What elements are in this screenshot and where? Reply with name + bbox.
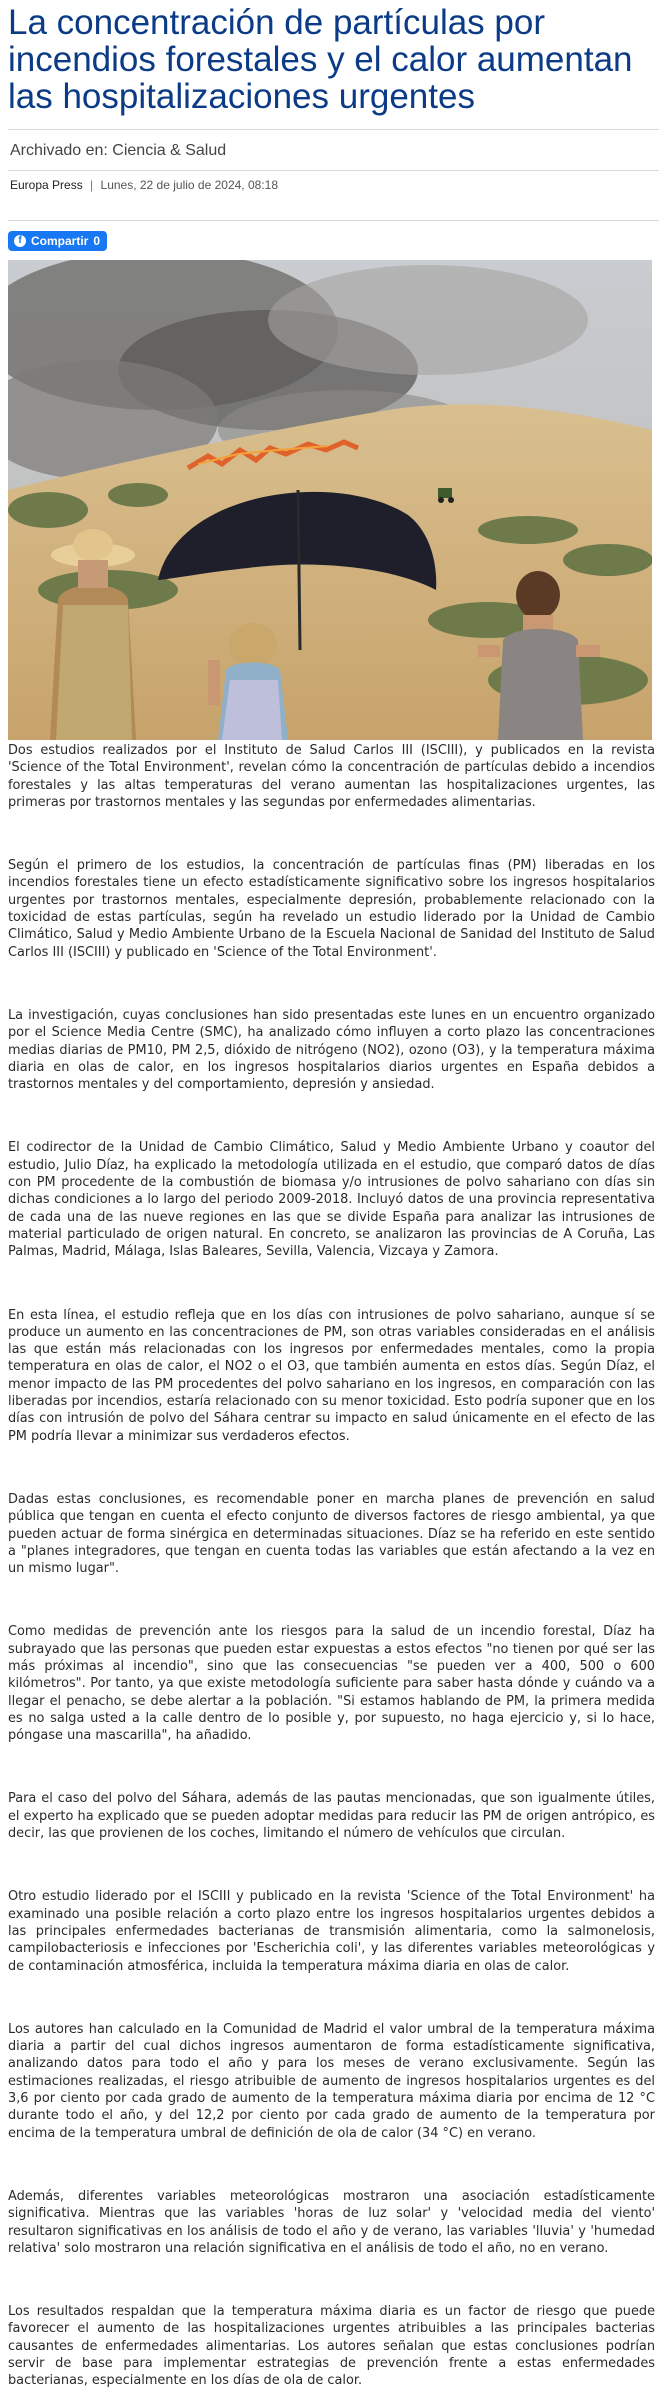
paragraph: La investigación, cuyas conclusiones han sido presentadas este lunes en un encuentro organizado por el Science Media Centre (SMC), ha analizado cómo influyen a corto plazo las concentraciones medias diarias de PM10, PM 2,5, dióxido de nitrógeno (NO2), ozono (O3), y la temperatura máxima diaria en olas de calor, en los ingresos hospitalarios diarios urgentes en España debidos a trastornos mentales y del comportamiento, depresión y ansiedad.	[8, 1007, 655, 1093]
article-date: Lunes, 22 de julio de 2024, 08:18	[100, 178, 278, 192]
paragraph: El codirector de la Unidad de Cambio Climático, Salud y Medio Ambiente Urbano y coautor del estudio, Julio Díaz, ha explicado la metodología utilizada en el estudio, que comparó datos de días con PM procedente de la combustión de biomasa y/o intrusiones de polvo sahariano con días sin dichas condiciones a lo largo del periodo 2009-2018. Incluyó datos de una provincia representativa de cada una de las nueve regiones en las que se divide España para analizar las intrusiones de material particulado de origen natural. En concreto, se analizaron las provincias de A Coruña, Las Palmas, Madrid, Málaga, Islas Baleares, Sevilla, Valencia, Vizcaya y Zamora.	[8, 1140, 655, 1260]
facebook-icon: f	[14, 235, 26, 247]
article-body	[8, 742, 659, 2390]
paragraph: Para el caso del polvo del Sáhara, además de las pautas mencionadas, que son igualmente útiles, el experto ha explicado que se pueden adoptar medidas para reducir las PM de origen antrópico, es decir, las que provienen de los coches, limitando el número de vehículos que circulan.	[8, 1791, 655, 1842]
paragraph: Los autores han calculado en la Comunidad de Madrid el valor umbral de la temperatura máxima diaria a partir del cual dichos ingresos aumentaron de forma estadísticamente significativa, analizando datos para todo el año y para los meses de verano exclusivamente. Según las estimaciones realizadas, el riesgo atribuible de aumento de ingresos hospitalarios urgentes es del 3,6 por ciento por cada grado de aumento de la temperatura máxima diaria por encima de 12 °C durante todo el año, y del 12,2 por ciento por cada grado de aumento de la temperatura por encima de la temperatura umbral de definición de ola de calor (34 °C) en verano.	[8, 2021, 655, 2141]
paragraph: Dadas estas conclusiones, es recomendable poner en marcha planes de prevención en salud pública que tengan en cuenta el efecto conjunto de diversos factores de riesgo ambiental, ya que pueden actuar de forma sinérgica en determinadas situaciones. Díaz se ha referido en este sentido a "planes integradores, que tengan en cuenta todas las variables que están afectando a la vez en un mismo lugar".	[8, 1491, 655, 1577]
share-bar	[8, 221, 659, 254]
archive-category-link[interactable]: Ciencia & Salud	[112, 142, 227, 159]
facebook-share-button[interactable]	[8, 231, 107, 251]
paragraph: Según el primero de los estudios, la concentración de partículas finas (PM) liberadas en los incendios forestales tiene un efecto estadísticamente significativo sobre los ingresos hospitalarios urgentes por trastornos mentales, especialmente depresión, probablemente relacionado con la toxicidad de estas partículas, según ha revelado un estudio liderado por la Unidad de Cambio Climático, Salud y Medio Ambiente Urbano de la Escuela Nacional de Sanidad del Instituto de Salud Carlos III (ISCIII) y publicado en 'Science of the Total Environment'.	[8, 858, 655, 960]
archive-line	[8, 130, 659, 170]
paragraph: En esta línea, el estudio refleja que en los días con intrusiones de polvo sahariano, aunque sí se produce un aumento en las concentraciones de PM, son otras variables consideradas en el análisis las que están más relacionadas con los ingresos por enfermedades mentales, como la propia temperatura en olas de calor, el NO2 o el O3, que también aumenta en estos días. Según Díaz, el menor impacto de las PM procedentes del polvo sahariano en los ingresos, en comparación con las liberadas por incendios, estaría relacionado con su menor toxicidad. Esto podría suponer que en los días con intrusión de polvo del Sáhara centrar su impacto en salud únicamente en el efecto de las PM podría llevar a minimizar sus verdaderos efectos.	[8, 1307, 655, 1444]
paragraph: Los resultados respaldan que la temperatura máxima diaria es un factor de riesgo que puede favorecer el aumento de las hospitalizaciones urgentes atribuibles a las principales bacterias causantes de enfermedades alimentarias. Los autores señalan que estas conclusiones podrían servir de base para implementar estrategias de prevención frente a estas enfermedades bacterianas, especialmente en los días de ola de calor.	[8, 2304, 655, 2389]
article-meta	[8, 171, 659, 202]
article-photo	[8, 260, 652, 740]
paragraph: Además, diferentes variables meteorológicas mostraron una asociación estadísticamente significativa. Mientras que las variables 'horas de luz solar' y 'velocidad media del viento' resultaron significativas en los análisis de todo el año y de verano, las variables 'lluvia' y 'humedad relativa' solo mostraron una relación significativa en el análisis de todo el año, no en verano.	[8, 2188, 655, 2256]
article-title: La concentración de partículas por incendios forestales y el calor aumentan las hospitalizaciones urgentes	[8, 3, 633, 116]
article-source: Europa Press	[10, 178, 83, 192]
meta-separator: |	[90, 178, 94, 192]
paragraph: Dos estudios realizados por el Instituto de Salud Carlos III (ISCIII), y publicados en la revista 'Science of the Total Environment', revelan cómo la concentración de partículas debido a incendios forestales y las altas temperaturas del verano aumentan las hospitalizaciones urgentes, las primeras por trastornos mentales y las segundas por enfermedades alimentarias.	[8, 743, 655, 810]
share-count: 0	[93, 234, 101, 248]
archive-label: Archivado en:	[10, 142, 108, 159]
article-page	[0, 4, 667, 2390]
share-label: Compartir	[31, 234, 89, 248]
paragraph: Otro estudio liderado por el ISCIII y publicado en la revista 'Science of the Total Environment' ha examinado una posible relación a corto plazo entre los ingresos hospitalarios urgentes debidos a las principales enfermedades bacterianas de transmisión alimentaria, como la salmonelosis, campilobacteriosis e infecciones por 'Escherichia coli', y las diferentes variables meteorológicas y de contaminación atmosférica, incluida la temperatura máxima diaria en olas de calor.	[8, 1889, 655, 1974]
paragraph: Como medidas de prevención ante los riesgos para la salud de un incendio forestal, Díaz ha subrayado que las personas que pueden estar expuestas a estos efectos "no tienen por qué ser las más próximas al incendio", sino que las consecuencias "se pueden ver a 400, 500 o 600 kilómetros". Por tanto, ya que existe metodología suficiente para saber hasta dónde y cuándo va a llegar el penacho, se debe alertar a la población. "Si estamos hablando de PM, la primera medida es no salga usted a la calle dentro de lo posible y, por supuesto, no haga ejercicio y, si lo hace, póngase una mascarilla", ha añadido.	[8, 1624, 655, 1744]
woman-with-hat	[50, 529, 136, 740]
